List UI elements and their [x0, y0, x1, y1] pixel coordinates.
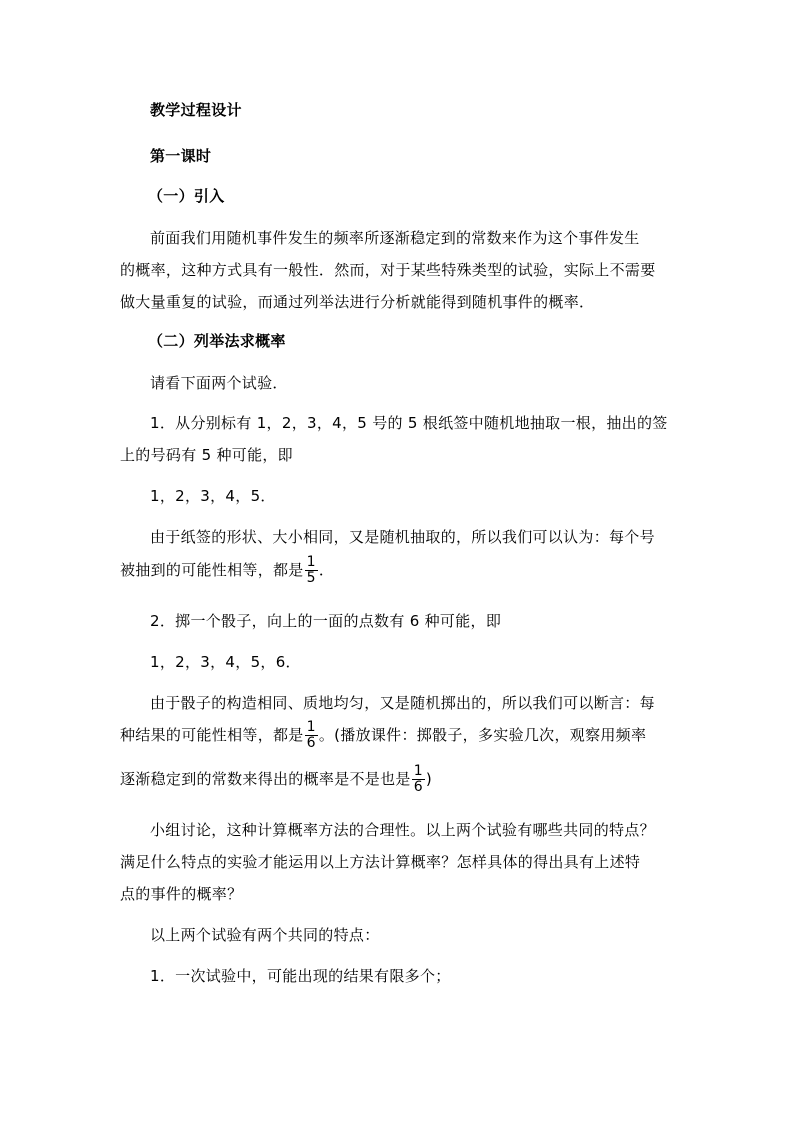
intro-paragraph-line-3: 做大量重复的试验，而通过列举法进行分析就能得到随机事件的概率．: [120, 293, 595, 311]
fraction-one-sixth-repeat: [412, 764, 425, 795]
discussion-line-2: 满足什么特点的实验才能运用以上方法计算概率？怎样具体的得出具有上述特: [120, 853, 641, 871]
dice-reasoning-line-2: [120, 720, 646, 751]
discussion-line-3: 点的事件的概率？: [120, 885, 243, 903]
intro-paragraph-line-2: 的概率，这种方式具有一般性．然而，对于某些特殊类型的试验，实际上不需要: [120, 261, 656, 279]
dice-reasoning-line-1: 由于骰子的构造相同、质地均匀，又是随机掷出的，所以我们可以断言：每: [150, 694, 655, 712]
dice-reasoning-text: 种结果的可能性相等，都是: [120, 726, 304, 744]
experiment-1-outcomes: 1，2，3，4，5．: [150, 487, 276, 505]
feature-1: 1．一次试验中，可能出现的结果有限多个；: [150, 967, 451, 985]
experiment-1-line-1: 1．从分别标有 1，2，3，4，5 号的 5 根纸签中随机地抽取一根，抽出的签: [150, 414, 668, 432]
section-intro-title: （一）引入: [148, 187, 225, 205]
document-heading: 教学过程设计: [150, 101, 242, 119]
fraction-denominator: 6: [306, 735, 316, 751]
intro-paragraph-line-1: 前面我们用随机事件发生的频率所逐渐稳定到的常数来作为这个事件发生: [150, 229, 640, 247]
experiment-2-outcomes: 1，2，3，4，5，6．: [150, 653, 301, 671]
paper-slip-reasoning-text: 被抽到的可能性相等，都是: [120, 561, 304, 579]
experiments-intro: 请看下面两个试验．: [150, 374, 288, 392]
experiment-1-line-2: 上的号码有 5 种可能，即: [120, 446, 293, 464]
dice-reasoning-question: 逐渐稳定到的常数来得出的概率是不是也是: [120, 770, 411, 788]
paper-slip-reasoning-line-1: 由于纸签的形状、大小相同，又是随机抽取的，所以我们可以认为：每个号: [150, 528, 655, 546]
fraction-numerator: 1: [413, 763, 423, 779]
experiment-2-line-1: 2．掷一个骰子，向上的一面的点数有 6 种可能，即: [150, 612, 502, 630]
fraction-denominator: 6: [413, 779, 423, 795]
discussion-line-1: 小组讨论，这种计算概率方法的合理性。以上两个试验有哪些共同的特点？: [150, 821, 655, 839]
paper-slip-reasoning-end: ．: [318, 561, 335, 579]
fraction-one-sixth: [305, 720, 318, 751]
fraction-one-fifth: [305, 555, 318, 586]
dice-reasoning-close: ): [425, 770, 433, 788]
lesson-title: 第一课时: [150, 147, 212, 165]
dice-reasoning-text-cont: 。(播放课件：掷骰子，多实验几次，观察用频率: [318, 726, 647, 744]
paper-slip-reasoning-line-2: [120, 555, 334, 586]
fraction-numerator: 1: [306, 719, 316, 735]
fraction-denominator: 5: [306, 570, 316, 586]
dice-reasoning-line-3: [120, 764, 432, 795]
section-enumeration-title: （二）列举法求概率: [148, 332, 286, 350]
fraction-numerator: 1: [306, 554, 316, 570]
common-features-intro: 以上两个试验有两个共同的特点：: [150, 926, 380, 944]
